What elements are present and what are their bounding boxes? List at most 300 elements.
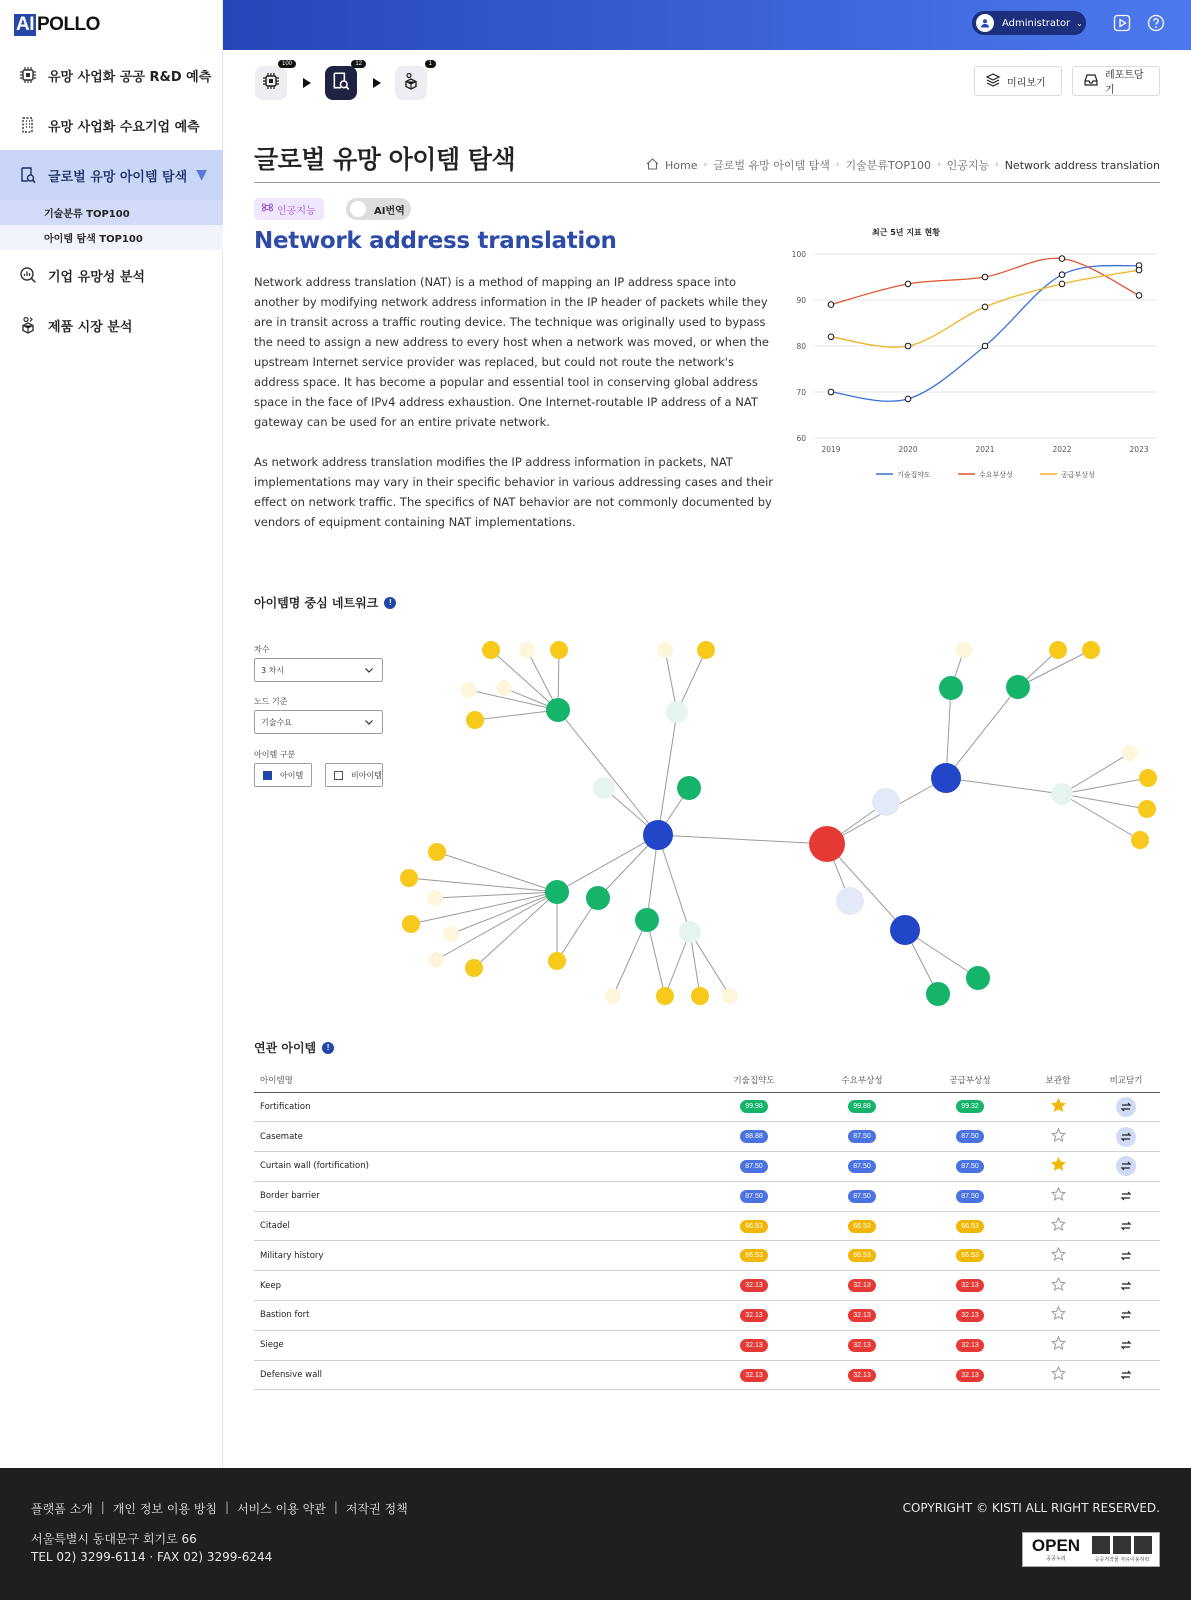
cube-icon (402, 72, 420, 94)
compare-arrows-icon[interactable] (1116, 1127, 1136, 1147)
item-name[interactable]: Siege (254, 1330, 700, 1360)
network-node-green[interactable] (635, 908, 659, 932)
footer-links (31, 1500, 408, 1517)
score-cell (700, 1330, 808, 1360)
table-row[interactable] (254, 1122, 1160, 1152)
network-node-paleyellow[interactable] (496, 680, 512, 696)
network-edge (557, 835, 658, 892)
data-point (905, 343, 911, 349)
sidebar-item-demand-forecast[interactable] (0, 100, 223, 150)
data-point (982, 274, 988, 280)
score-cell (808, 1241, 916, 1271)
x-tick-label: 2023 (1129, 445, 1149, 454)
favorite-cell (1024, 1301, 1092, 1331)
node-basis-select[interactable] (254, 710, 383, 734)
compare-cell (1092, 1241, 1160, 1271)
score-badge: 87.50 (848, 1130, 876, 1143)
score-badge: 32.13 (956, 1369, 984, 1382)
network-node-pale[interactable] (593, 777, 615, 799)
score-badge: 66.53 (848, 1220, 876, 1233)
legend-label: 수요부상성 (979, 471, 1013, 479)
divider: | (225, 1500, 230, 1514)
network-node-blue[interactable] (931, 763, 961, 793)
column-header: 비교담기 (1092, 1068, 1160, 1092)
star-filled-icon[interactable] (1051, 1106, 1066, 1116)
star-outline-icon[interactable] (1051, 1285, 1066, 1295)
item-title: Network address translation (254, 228, 617, 254)
item-name[interactable]: Casemate (254, 1122, 700, 1152)
network-edge (436, 892, 557, 960)
compare-cell (1092, 1092, 1160, 1122)
chip-icon (262, 72, 280, 94)
info-icon[interactable]: ! (322, 1042, 334, 1054)
star-outline-icon[interactable] (1051, 1314, 1066, 1324)
network-node-yellow[interactable] (1138, 800, 1156, 818)
step-badge: 1 (425, 60, 436, 68)
score-cell (700, 1241, 808, 1271)
favorite-cell (1024, 1360, 1092, 1390)
score-cell (916, 1301, 1024, 1331)
network-node-paleyellow[interactable] (443, 926, 459, 942)
sidebar-item-global-items[interactable] (0, 150, 223, 200)
chart-title: 최근 5년 지표 현황 (872, 228, 941, 237)
layers-icon (985, 72, 1007, 91)
compare-arrows-icon[interactable] (1116, 1305, 1136, 1325)
item-name[interactable]: Citadel (254, 1211, 700, 1241)
item-name[interactable]: Curtain wall (fortification) (254, 1152, 700, 1182)
network-node-green[interactable] (677, 776, 701, 800)
chip-icon (18, 65, 38, 85)
network-node-yellow[interactable] (548, 952, 566, 970)
network-node-blue[interactable] (643, 820, 673, 850)
data-point (982, 304, 988, 310)
score-badge: 32.13 (740, 1279, 768, 1292)
score-cell (808, 1360, 916, 1390)
item-name[interactable]: Defensive wall (254, 1360, 700, 1390)
favorite-cell (1024, 1181, 1092, 1211)
compare-arrows-icon[interactable] (1116, 1335, 1136, 1355)
play-icon[interactable] (1113, 14, 1131, 32)
table-row[interactable] (254, 1360, 1160, 1390)
item-name[interactable]: Fortification (254, 1092, 700, 1122)
score-cell (916, 1092, 1024, 1122)
chevron-right-icon: › (703, 160, 708, 170)
footer (0, 1468, 1191, 1600)
item-name[interactable]: Keep (254, 1271, 700, 1301)
ai-translate-toggle[interactable] (346, 198, 411, 220)
compare-arrows-icon[interactable] (1116, 1186, 1136, 1206)
table-row[interactable] (254, 1301, 1160, 1331)
category-tag (254, 198, 324, 220)
score-cell (916, 1271, 1024, 1301)
table-row[interactable] (254, 1241, 1160, 1271)
logo-text: POLLO (37, 14, 100, 35)
score-badge: 66.53 (740, 1220, 768, 1233)
score-cell (808, 1330, 916, 1360)
page-title: 글로벌 유망 아이템 탐색 (254, 145, 516, 174)
score-cell (916, 1152, 1024, 1182)
sidebar-item-rnd-forecast[interactable] (0, 50, 223, 100)
help-icon[interactable] (1147, 14, 1165, 32)
report-label: 레포트담기 (1105, 70, 1144, 96)
network-node-lightblue[interactable] (872, 788, 900, 816)
compare-arrows-icon[interactable] (1116, 1156, 1136, 1176)
description-paragraph: As network address translation modifies the IP address information in packets, NAT implementations may vary in their specific behavior in various addressing cases and their effect on network traffic. The specifics of NAT behavior are not commonly documented by vendors of equipment containing NAT implementations. (254, 455, 774, 529)
y-tick-label: 100 (791, 250, 806, 259)
score-badge: 66.53 (956, 1249, 984, 1262)
step-2[interactable] (325, 61, 362, 100)
table-row[interactable] (254, 1271, 1160, 1301)
item-checkbox[interactable] (254, 763, 312, 787)
star-outline-icon[interactable] (1051, 1136, 1066, 1146)
sidebar-item-label: 유망 사업화 수요기업 예측 (48, 119, 200, 135)
column-header: 아이템명 (254, 1068, 700, 1092)
network-node-yellow[interactable] (400, 869, 418, 887)
table-row[interactable] (254, 1330, 1160, 1360)
sidebar-item-label: 글로벌 유망 아이템 탐색 (48, 169, 188, 185)
compare-cell (1092, 1122, 1160, 1152)
score-cell (700, 1092, 808, 1122)
open-license (1087, 1536, 1157, 1563)
no-derivatives-icon (1134, 1536, 1152, 1554)
score-badge: 32.13 (848, 1369, 876, 1382)
attribution-icon (1092, 1536, 1110, 1554)
related-items-table (254, 1068, 1160, 1390)
table-row[interactable] (254, 1092, 1160, 1122)
star-outline-icon[interactable] (1051, 1344, 1066, 1354)
footer-link[interactable]: 저작권 정책 (345, 1502, 408, 1516)
footer-link[interactable]: 서비스 이용 약관 (237, 1502, 326, 1516)
sidebar-item-label: 기업 유망성 분석 (48, 269, 145, 285)
score-cell (916, 1241, 1024, 1271)
compare-cell (1092, 1152, 1160, 1182)
step-1[interactable] (255, 61, 292, 100)
data-point (1059, 256, 1065, 262)
network-node-yellow[interactable] (1049, 641, 1067, 659)
non-item-checkbox[interactable] (325, 763, 383, 787)
score-badge: 32.13 (740, 1309, 768, 1322)
network-node-paleyellow[interactable] (1122, 745, 1138, 761)
table-row[interactable] (254, 1211, 1160, 1241)
table-row[interactable] (254, 1181, 1160, 1211)
column-header: 공급부상성 (916, 1068, 1024, 1092)
network-node-yellow[interactable] (697, 641, 715, 659)
breadcrumb (646, 157, 1160, 173)
network-edge (658, 835, 827, 844)
y-tick-label: 70 (796, 388, 806, 397)
non-item-checkbox-label: 비아이템 (351, 770, 382, 780)
network-node-yellow[interactable] (466, 711, 484, 729)
table-header-row (254, 1068, 1160, 1092)
favorite-cell (1024, 1271, 1092, 1301)
breadcrumb-current: Network address translation (1004, 158, 1160, 172)
cube-icon (18, 315, 38, 335)
home-icon (646, 158, 659, 173)
user-menu[interactable] (972, 11, 1086, 35)
network-node-paleyellow[interactable] (427, 890, 443, 906)
network-node-center[interactable] (809, 826, 845, 862)
sidebar-item-label: 유망 사업화 공공 R&D 예측 (48, 69, 212, 85)
network-node-yellow[interactable] (691, 987, 709, 1005)
series-line (831, 258, 1139, 304)
compare-cell (1092, 1330, 1160, 1360)
data-point (828, 334, 834, 340)
network-node-yellow[interactable] (482, 641, 500, 659)
score-cell (916, 1330, 1024, 1360)
network-node-yellow[interactable] (465, 959, 483, 977)
related-title: 연관 아이템 (254, 1041, 317, 1055)
network-edge (658, 835, 690, 932)
compare-cell (1092, 1211, 1160, 1241)
data-point (828, 389, 834, 395)
network-node-green[interactable] (586, 886, 610, 910)
network-node-pale[interactable] (679, 921, 701, 943)
score-badge: 87.50 (956, 1190, 984, 1203)
score-badge: 88.88 (740, 1130, 768, 1143)
score-cell (916, 1181, 1024, 1211)
favorite-cell (1024, 1330, 1092, 1360)
score-cell (808, 1122, 916, 1152)
open-logo-sub: 공공누리 (1046, 1556, 1066, 1562)
network-node-green[interactable] (546, 698, 570, 722)
network-node-paleyellow[interactable] (428, 952, 444, 968)
item-checkbox-label: 아이템 (280, 770, 304, 780)
degree-value: 3 차시 (261, 665, 285, 675)
star-outline-icon[interactable] (1051, 1225, 1066, 1235)
star-outline-icon[interactable] (1051, 1255, 1066, 1265)
report-button[interactable] (1072, 66, 1160, 96)
compare-cell (1092, 1360, 1160, 1390)
score-badge: 87.50 (848, 1160, 876, 1173)
item-name[interactable]: Bastion fort (254, 1301, 700, 1331)
network-node-lightblue[interactable] (836, 887, 864, 915)
logo[interactable] (14, 14, 100, 36)
inbox-icon (1083, 72, 1105, 91)
x-tick-label: 2021 (975, 445, 995, 454)
sidebar-nav (0, 50, 223, 350)
chart-search-icon (18, 265, 38, 285)
data-point (1136, 267, 1142, 273)
network-node-paleyellow[interactable] (461, 682, 477, 698)
data-point (1059, 281, 1065, 287)
chevron-down-icon (364, 717, 374, 729)
favorite-cell (1024, 1152, 1092, 1182)
breadcrumb-item[interactable]: 글로벌 유망 아이템 탐색 (713, 159, 830, 172)
title-divider (254, 182, 1160, 183)
network-node-green[interactable] (966, 966, 990, 990)
sidebar-subitem-item-top100[interactable]: 아이템 탐색 TOP100 (0, 225, 223, 250)
score-badge: 87.50 (956, 1160, 984, 1173)
compare-arrows-icon[interactable] (1116, 1276, 1136, 1296)
checkbox-unchecked-icon (334, 771, 343, 780)
score-cell (808, 1181, 916, 1211)
item-network-graph[interactable] (390, 630, 1170, 1010)
network-edge (946, 778, 1062, 794)
data-point (1059, 272, 1065, 278)
data-point (982, 343, 988, 349)
score-badge: 87.50 (740, 1190, 768, 1203)
building-icon (18, 115, 38, 135)
favorite-cell (1024, 1092, 1092, 1122)
score-cell (808, 1271, 916, 1301)
score-badge: 32.13 (740, 1369, 768, 1382)
item-name[interactable]: Military history (254, 1241, 700, 1271)
compare-arrows-icon[interactable] (1116, 1246, 1136, 1266)
score-badge: 66.53 (740, 1249, 768, 1262)
document-search-icon (331, 71, 351, 95)
score-badge: 99.98 (740, 1100, 768, 1113)
related-section-title (254, 1039, 334, 1056)
network-node-green[interactable] (926, 982, 950, 1006)
network-node-paleyellow[interactable] (605, 988, 621, 1004)
kogl-open-logo (1022, 1532, 1160, 1567)
checkbox-checked-icon (263, 771, 272, 780)
column-header: 기술집약도 (700, 1068, 808, 1092)
chevron-down-icon: ⌄ (1076, 18, 1083, 28)
x-tick-label: 2020 (898, 445, 918, 454)
network-edge (946, 687, 1018, 778)
toggle-knob (350, 201, 366, 217)
score-badge: 66.53 (956, 1220, 984, 1233)
x-tick-label: 2019 (821, 445, 841, 454)
column-header: 보관함 (1024, 1068, 1092, 1092)
network-node-yellow[interactable] (550, 641, 568, 659)
compare-cell (1092, 1181, 1160, 1211)
legend-label: 기술집약도 (897, 471, 931, 479)
network-edge (658, 712, 677, 835)
score-badge: 87.50 (740, 1160, 768, 1173)
score-badge: 99.32 (956, 1100, 984, 1113)
top-header (223, 0, 1191, 50)
network-node-yellow[interactable] (656, 987, 674, 1005)
compare-arrows-icon[interactable] (1116, 1216, 1136, 1236)
network-node-yellow[interactable] (1082, 641, 1100, 659)
network-node-blue[interactable] (890, 915, 920, 945)
noncommercial-icon (1113, 1536, 1131, 1554)
document-search-icon (18, 165, 38, 185)
footer-link[interactable]: 개인 정보 이용 방침 (112, 1502, 218, 1516)
x-tick-label: 2022 (1052, 445, 1072, 454)
compare-cell (1092, 1271, 1160, 1301)
network-node-pale[interactable] (1051, 783, 1073, 805)
score-cell (916, 1360, 1024, 1390)
sidebar-item-market-analysis[interactable] (0, 300, 223, 350)
open-logo-text: OPEN (1031, 1536, 1081, 1555)
network-node-pale[interactable] (666, 701, 688, 723)
y-tick-label: 90 (796, 296, 806, 305)
favorite-cell (1024, 1241, 1092, 1271)
item-name[interactable]: Border barrier (254, 1181, 700, 1211)
network-node-yellow[interactable] (1131, 831, 1149, 849)
network-node-paleyellow[interactable] (722, 988, 738, 1004)
score-cell (700, 1301, 808, 1331)
preview-label: 미리보기 (1007, 77, 1046, 89)
breadcrumb-home[interactable]: Home (665, 158, 698, 172)
network-node-green[interactable] (1006, 675, 1030, 699)
network-edge (491, 650, 558, 710)
network-node-paleyellow[interactable] (519, 642, 535, 658)
description-paragraph: Network address translation (NAT) is a method of mapping an IP address space into another by modifying network address information in the IP header of packets while they are in transit across a traffic routing device. The technique was originally used to bypass the need to assign a new address to every host when a network was moved, or when the upstream Internet service provider was replaced, but could not route the network's address space. It has become a popular and essential tool in conserving global address space in the face of IPv4 address exhaustion. One Internet-routable IP address of a NAT gateway can be used for an entire private network. (254, 275, 769, 429)
toggle-label: AI번역 (374, 205, 405, 217)
chevron-right-icon: › (995, 160, 999, 170)
step-arrow-icon (303, 78, 311, 88)
score-cell (808, 1301, 916, 1331)
network-node-green[interactable] (545, 880, 569, 904)
chevron-down-icon (364, 665, 374, 677)
score-badge: 32.13 (956, 1279, 984, 1292)
compare-arrows-icon[interactable] (1116, 1097, 1136, 1117)
footer-link[interactable]: 플랫폼 소개 (31, 1502, 93, 1516)
sidebar (0, 0, 223, 1468)
sidebar-item-company-analysis[interactable] (0, 250, 223, 300)
chevron-right-icon: › (835, 160, 840, 170)
preview-button[interactable] (974, 66, 1062, 96)
footer-address: 서울특별시 동대문구 회기로 66 (31, 1532, 197, 1546)
network-edge (451, 892, 557, 934)
data-point (905, 396, 911, 402)
network-edge (469, 690, 558, 710)
score-badge: 32.13 (740, 1339, 768, 1352)
score-badge: 32.13 (956, 1339, 984, 1352)
step-3[interactable] (395, 61, 432, 100)
network-node-yellow[interactable] (402, 915, 420, 933)
item-description (254, 272, 776, 532)
breadcrumb-item[interactable]: 기술분류TOP100 (845, 159, 931, 172)
degree-select[interactable] (254, 658, 383, 682)
score-cell (700, 1360, 808, 1390)
score-cell (808, 1152, 916, 1182)
network-node-yellow[interactable] (1139, 769, 1157, 787)
command-icon (262, 202, 273, 216)
network-node-yellow[interactable] (428, 843, 446, 861)
open-mark (1025, 1537, 1087, 1562)
category-tag-label: 인공지능 (277, 205, 316, 217)
star-filled-icon[interactable] (1051, 1165, 1066, 1175)
table-row[interactable] (254, 1152, 1160, 1182)
star-outline-icon[interactable] (1051, 1374, 1066, 1384)
score-badge: 87.50 (956, 1130, 984, 1143)
network-edge (613, 920, 647, 996)
score-badge: 87.50 (848, 1190, 876, 1203)
compare-arrows-icon[interactable] (1116, 1365, 1136, 1385)
y-tick-label: 60 (796, 434, 806, 443)
data-point (1136, 293, 1142, 299)
item-type-label: 아이템 구분 (254, 750, 296, 759)
caret-down-icon: ▼ (196, 167, 207, 183)
node-basis-value: 기술수요 (261, 717, 292, 727)
sidebar-item-label: 제품 시장 분석 (48, 319, 133, 335)
network-node-paleyellow[interactable] (956, 642, 972, 658)
sidebar-subitem-tech-top100[interactable]: 기술분류 TOP100 (0, 200, 223, 225)
network-node-green[interactable] (939, 676, 963, 700)
network-node-paleyellow[interactable] (657, 642, 673, 658)
step-badge: 12 (351, 60, 366, 68)
star-outline-icon[interactable] (1051, 1195, 1066, 1205)
y-tick-label: 80 (796, 342, 806, 351)
score-badge: 99.88 (848, 1100, 876, 1113)
series-line (831, 266, 1139, 402)
indicator-line-chart (784, 226, 1164, 486)
compare-cell (1092, 1301, 1160, 1331)
degree-label: 차수 (254, 645, 270, 654)
favorite-cell (1024, 1122, 1092, 1152)
logo-mark: AI (16, 14, 34, 35)
score-cell (700, 1271, 808, 1301)
info-icon[interactable]: ! (384, 597, 396, 609)
data-point (905, 281, 911, 287)
chevron-right-icon: › (936, 160, 941, 170)
breadcrumb-item[interactable]: 인공지능 (946, 159, 990, 172)
